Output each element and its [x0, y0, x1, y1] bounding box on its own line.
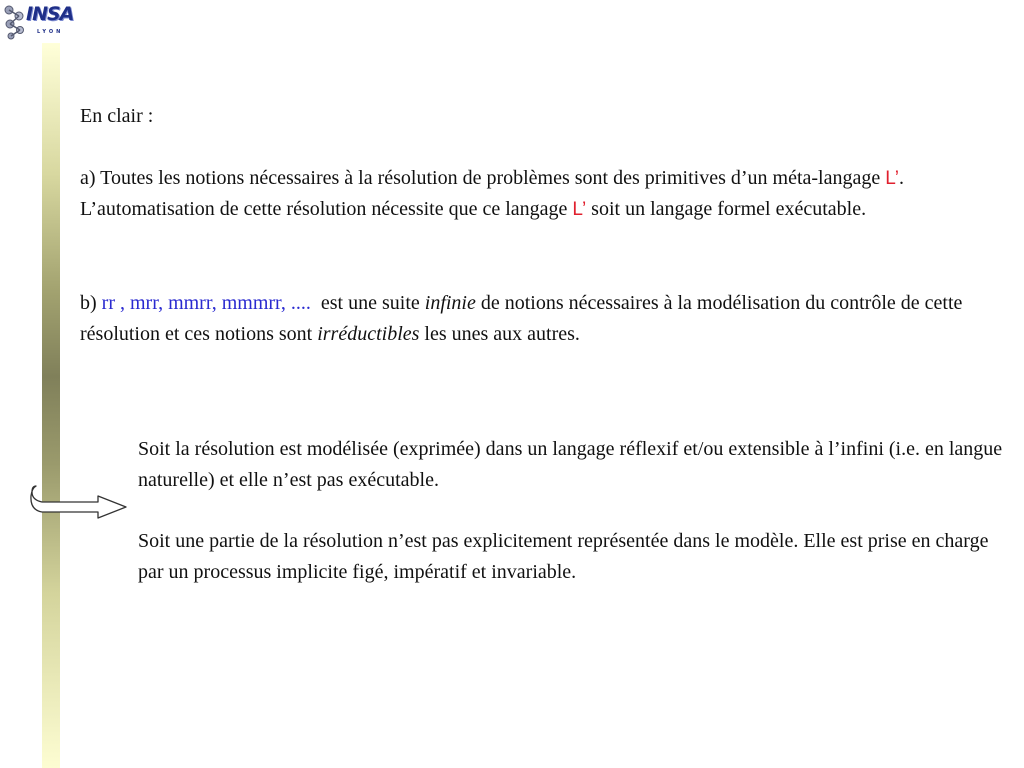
language-symbol: L’: [572, 199, 587, 220]
para-a-prefix: a) Toutes les notions nécessaires à la résolution de problèmes sont des primitives d’un méta-langage: [80, 167, 886, 189]
intro-line: En clair :: [80, 105, 154, 127]
emphasis-irreductibles: irréductibles: [317, 323, 420, 345]
para-b-prefix: b): [80, 292, 102, 314]
para-a-suffix: soit un langage formel exécutable.: [586, 198, 867, 220]
para-b-text1: est une suite: [310, 292, 425, 314]
decorative-side-bar: [42, 43, 60, 768]
statement-one: Soit la résolution est modélisée (exprimée) dans un langage réflexif et/ou extensible à l’infini (i.e. en langue naturelle) et elle n’est pas exécutable.: [138, 438, 1003, 491]
curved-arrow-icon: [30, 482, 130, 522]
logo-subtext: LYON: [37, 29, 64, 35]
notion-sequence: rr , mrr, mmrr, mmmrr, ....: [101, 292, 311, 314]
language-symbol: L’: [885, 168, 899, 189]
para-b-text3: les unes aux autres.: [419, 323, 580, 345]
paragraph-b: [80, 288, 1000, 350]
para-a-middle: . L’automatisation de cette résolution nécessite que ce langage: [80, 167, 904, 220]
insa-logo: [0, 0, 74, 44]
statement-two: Soit une partie de la résolution n’est pas explicitement représentée dans le modèle. Elle est prise en charge par un processus implicite figé, impératif et invariable.: [138, 530, 989, 583]
emphasis-infinie: infinie: [424, 292, 476, 314]
paragraph-a: [80, 163, 1000, 225]
para-b-text2: de notions nécessaires à la modélisation du contrôle de cette résolution et ces notions sont: [80, 292, 963, 345]
logo-text: INSA: [26, 3, 74, 25]
